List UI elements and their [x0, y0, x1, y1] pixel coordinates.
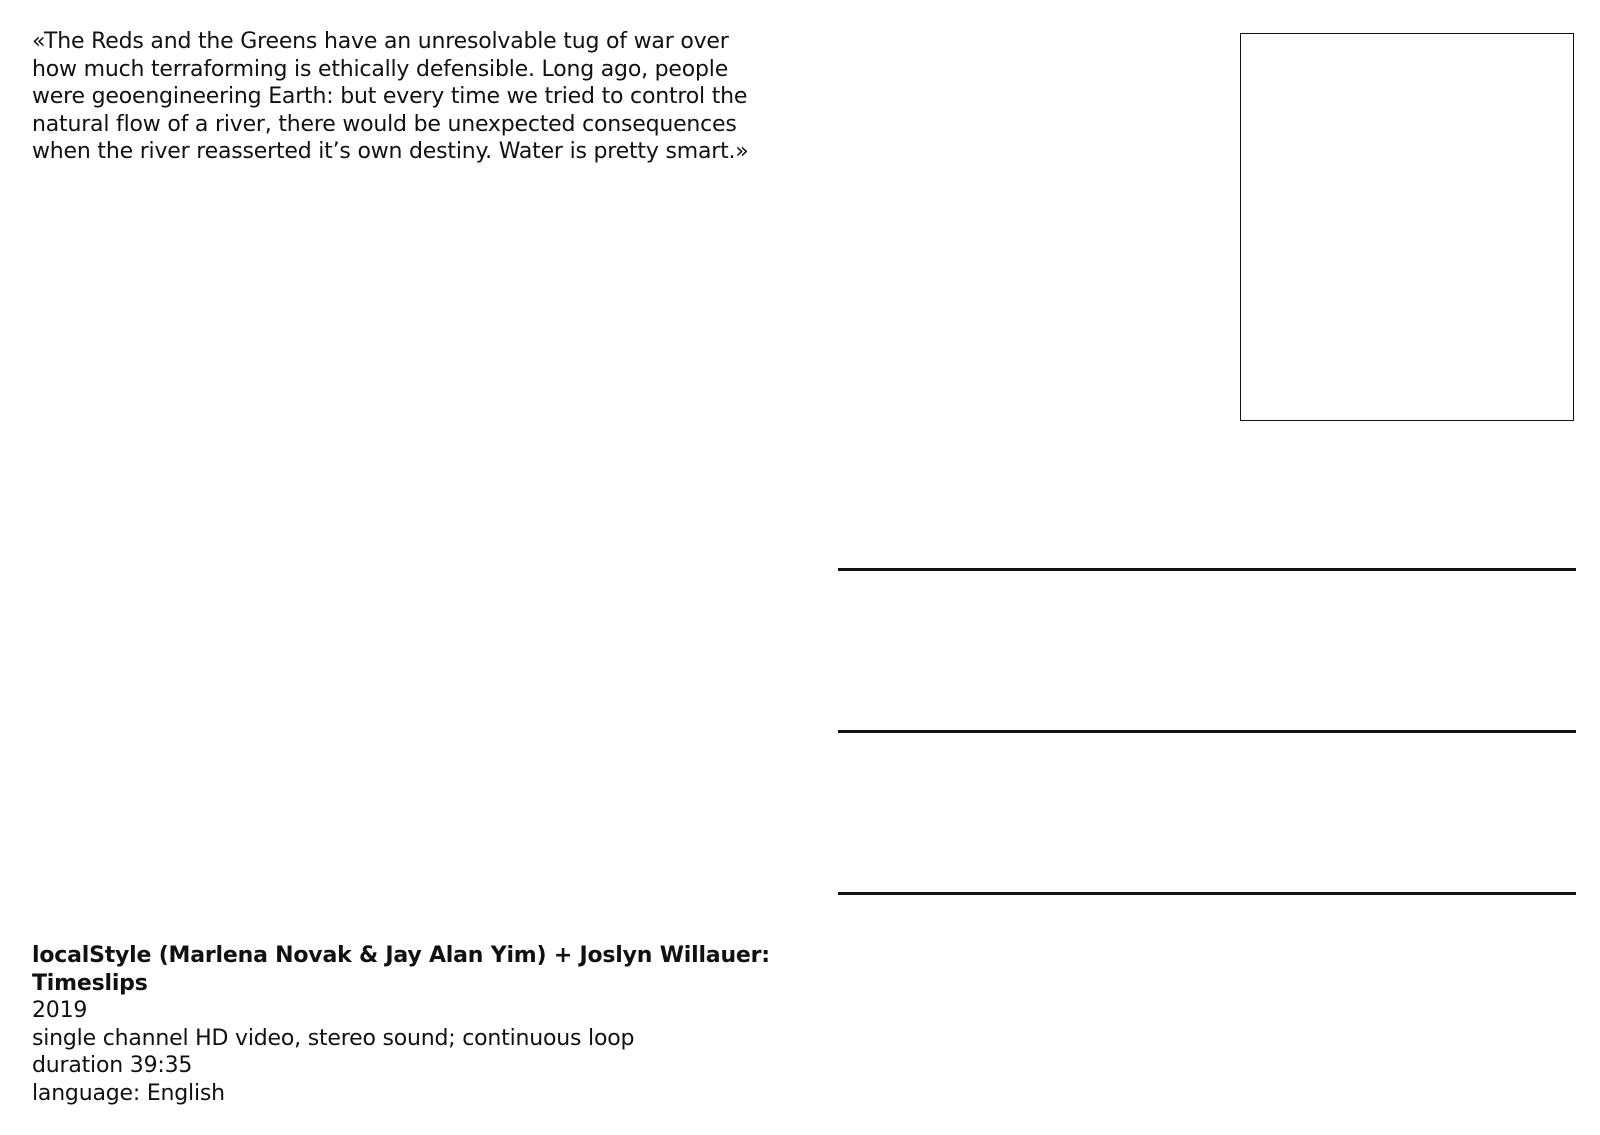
- credits-medium: single channel HD video, stereo sound; continuous loop: [32, 1025, 635, 1051]
- credits-artists: localStyle (Marlena Novak & Jay Alan Yim) + Joslyn Willauer:: [32, 943, 770, 968]
- quote-line: «The Reds and the Greens have an unresolvable tug of war over: [32, 29, 729, 54]
- quote-line: were geoengineering Earth: but every time we tried to control the: [32, 84, 748, 109]
- stamp-box: [1240, 33, 1574, 421]
- address-line-2: [838, 730, 1576, 733]
- quote-line: when the river reasserted it’s own destiny. Water is pretty smart.»: [32, 139, 749, 164]
- address-line-3: [838, 892, 1576, 895]
- quote-line: natural flow of a river, there would be unexpected consequences: [32, 111, 737, 137]
- quote-text: [32, 28, 812, 166]
- address-line-1: [838, 568, 1576, 571]
- credits-year: 2019: [32, 998, 88, 1023]
- credits-language: language: English: [32, 1080, 225, 1106]
- quote-line: how much terraforming is ethically defensible. Long ago, people: [32, 56, 729, 82]
- credits-duration: duration 39:35: [32, 1053, 193, 1078]
- credits-block: [32, 942, 812, 1107]
- credits-title: Timeslips: [32, 970, 148, 996]
